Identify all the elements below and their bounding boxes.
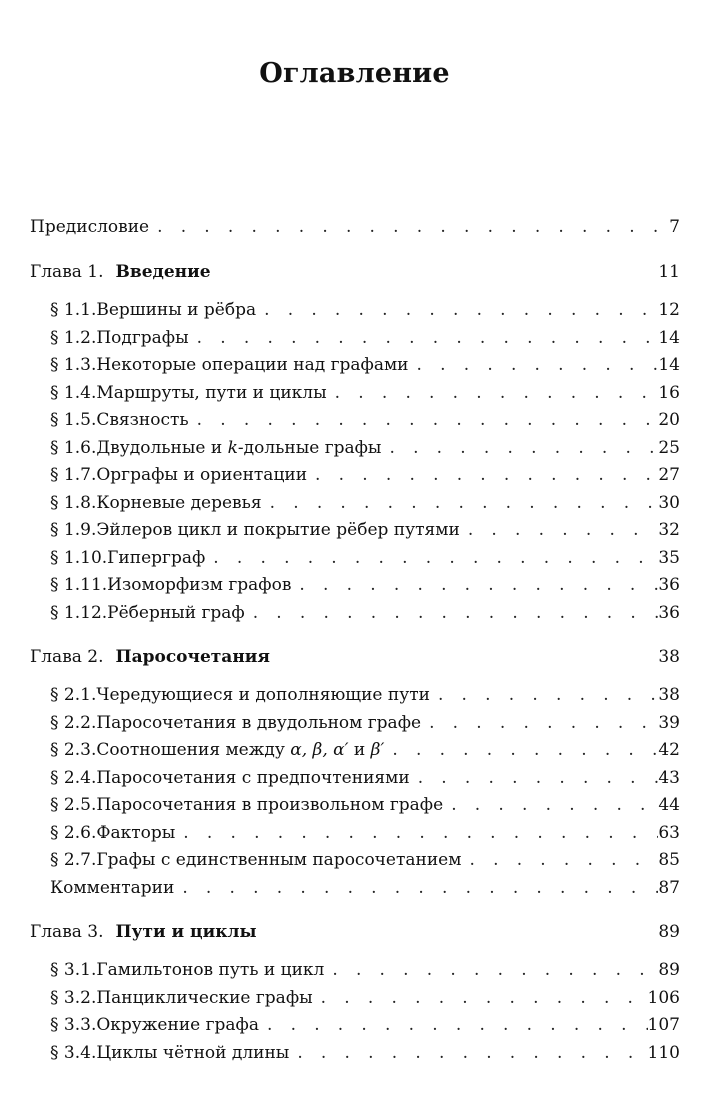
section-title: Вершины и рёбра [96, 300, 257, 320]
toc-page-number: 16 [658, 383, 680, 403]
toc-entry-label: Предисловие [30, 217, 150, 237]
section-number: § 1.3. [50, 355, 97, 375]
section-title: Циклы чётной длины [96, 1043, 290, 1063]
leader-dots [262, 491, 659, 515]
section-number: § 1.4. [50, 383, 97, 403]
toc-page-number: 36 [658, 575, 680, 595]
title-part: Двудольные и [96, 438, 228, 458]
toc-section[interactable] [30, 1013, 680, 1037]
toc-section[interactable] [30, 821, 680, 845]
section-title [96, 738, 384, 762]
section-title: Факторы [96, 823, 176, 843]
toc-page-number: 20 [658, 410, 680, 430]
section-title: Гиперграф [107, 548, 206, 568]
leader-dots [384, 738, 658, 762]
section-number: § 1.6. [50, 438, 97, 458]
section-title: Связность [96, 410, 189, 430]
section-number: § 1.10. [50, 548, 108, 568]
section-title: Подграфы [96, 328, 189, 348]
toc-page-number: 44 [658, 795, 680, 815]
toc-entry-preface[interactable] [30, 215, 680, 239]
leader-dots [421, 711, 658, 735]
toc-chapter-2[interactable] [30, 645, 680, 669]
section-title: Чередующиеся и дополняющие пути [96, 685, 430, 705]
section-title: Корневые деревья [96, 493, 262, 513]
leader-dots [189, 408, 659, 432]
leader-dots [327, 381, 659, 405]
title-part: -дольные графы [237, 438, 382, 458]
section-number: § 2.3. [50, 740, 97, 760]
chapter-title: Пути и циклы [115, 922, 257, 942]
toc-section[interactable] [30, 573, 680, 597]
page-title: Оглавление [259, 58, 450, 89]
toc-entry-comments[interactable] [30, 876, 680, 900]
toc-section[interactable] [30, 793, 680, 817]
section-number: § 1.9. [50, 520, 97, 540]
toc-page-number: 63 [658, 823, 680, 843]
section-title: Орграфы и ориентации [96, 465, 308, 485]
toc-section[interactable] [30, 353, 680, 377]
toc-page-number: 110 [647, 1043, 680, 1063]
toc-section[interactable] [30, 986, 680, 1010]
chapter-title: Введение [115, 262, 211, 282]
toc-page-number: 107 [647, 1015, 680, 1035]
section-number: § 1.12. [50, 603, 108, 623]
toc-page-number: 42 [658, 740, 680, 760]
leader-dots [460, 518, 659, 542]
section-title [96, 436, 381, 460]
leader-dots [307, 463, 658, 487]
leader-dots [259, 1013, 648, 1037]
section-number: § 3.2. [50, 988, 97, 1008]
leader-dots [174, 876, 658, 900]
chapter-title: Паросочетания [115, 647, 270, 667]
leader-dots [313, 986, 648, 1010]
toc-section[interactable] [30, 601, 680, 625]
section-title: Паросочетания в произвольном графе [96, 795, 444, 815]
math-symbols: α, β, α′ [290, 740, 349, 760]
chapter-label: Глава 3. [30, 922, 104, 942]
leader-dots [410, 766, 659, 790]
section-number: § 2.7. [50, 850, 97, 870]
toc-page-number: 87 [658, 878, 680, 898]
section-title: Паросочетания с предпочтениями [96, 768, 410, 788]
leader-dots [245, 601, 659, 625]
toc-page-number: 89 [658, 922, 680, 942]
leader-dots [291, 573, 658, 597]
section-number: § 1.11. [50, 575, 108, 595]
toc-page-number: 38 [658, 647, 680, 667]
toc-section[interactable] [30, 958, 680, 982]
toc-page-number: 106 [647, 988, 680, 1008]
section-number: § 1.5. [50, 410, 97, 430]
section-title: Графы с единственным паросочетанием [96, 850, 462, 870]
toc-section[interactable] [30, 1041, 680, 1065]
toc-section[interactable] [30, 381, 680, 405]
math-symbols: β′ [370, 740, 385, 760]
toc-entry-label: Комментарии [50, 878, 175, 898]
section-number: § 1.1. [50, 300, 97, 320]
toc-page-number: 14 [658, 355, 680, 375]
leader-dots [381, 436, 658, 460]
toc-chapter-3[interactable] [30, 920, 680, 944]
leader-dots [175, 821, 658, 845]
toc-page-number: 25 [658, 438, 680, 458]
toc-page-number: 14 [658, 328, 680, 348]
toc-page-number: 11 [658, 262, 680, 282]
section-number: § 2.1. [50, 685, 97, 705]
leader-dots [324, 958, 658, 982]
toc-section[interactable] [30, 436, 680, 460]
section-number: § 1.7. [50, 465, 97, 485]
leader-dots [149, 215, 669, 239]
toc-section[interactable] [30, 738, 680, 762]
title-part: и [348, 740, 371, 760]
toc-section[interactable] [30, 298, 680, 322]
toc-page-number: 38 [658, 685, 680, 705]
math-k: k [227, 438, 238, 458]
section-number: § 2.5. [50, 795, 97, 815]
toc-page-number: 43 [658, 768, 680, 788]
section-title: Эйлеров цикл и покрытие рёбер путями [96, 520, 460, 540]
section-number: § 3.1. [50, 960, 97, 980]
toc-page-number: 35 [658, 548, 680, 568]
leader-dots [430, 683, 658, 707]
section-title: Маршруты, пути и циклы [96, 383, 327, 403]
leader-dots [289, 1041, 647, 1065]
section-number: § 1.2. [50, 328, 97, 348]
chapter-label: Глава 2. [30, 647, 104, 667]
chapter-label: Глава 1. [30, 262, 104, 282]
toc-page-number: 85 [658, 850, 680, 870]
section-number: § 3.4. [50, 1043, 97, 1063]
toc-section[interactable] [30, 848, 680, 872]
section-title: Некоторые операции над графами [96, 355, 409, 375]
toc-section[interactable] [30, 683, 680, 707]
leader-dots [443, 793, 658, 817]
toc-section[interactable] [30, 326, 680, 350]
toc-section[interactable] [30, 766, 680, 790]
toc-page-number: 27 [658, 465, 680, 485]
leader-dots [461, 848, 658, 872]
leader-dots [409, 353, 659, 377]
section-number: § 3.3. [50, 1015, 97, 1035]
toc-chapter-1[interactable] [30, 260, 680, 284]
section-title: Паросочетания в двудольном графе [96, 713, 422, 733]
section-number: § 2.4. [50, 768, 97, 788]
toc-page-number: 89 [658, 960, 680, 980]
toc-page-number: 12 [658, 300, 680, 320]
toc-section[interactable] [30, 463, 680, 487]
section-number: § 1.8. [50, 493, 97, 513]
toc-section[interactable] [30, 518, 680, 542]
leader-dots [256, 298, 658, 322]
section-title: Окружение графа [96, 1015, 259, 1035]
leader-dots [189, 326, 659, 350]
section-title: Панциклические графы [96, 988, 313, 1008]
toc-page-number: 36 [658, 603, 680, 623]
title-part: Соотношения между [96, 740, 291, 760]
toc-section[interactable] [30, 711, 680, 735]
toc-page-number: 7 [669, 217, 680, 237]
toc-section[interactable] [30, 546, 680, 570]
section-title: Рёберный граф [107, 603, 245, 623]
leader-dots [205, 546, 658, 570]
toc-section[interactable] [30, 408, 680, 432]
section-number: § 2.2. [50, 713, 97, 733]
section-title: Гамильтонов путь и цикл [96, 960, 325, 980]
toc-page-number: 32 [658, 520, 680, 540]
section-title: Изоморфизм графов [107, 575, 292, 595]
toc-page-number: 30 [658, 493, 680, 513]
toc-section[interactable] [30, 491, 680, 515]
section-number: § 2.6. [50, 823, 97, 843]
toc-page-number: 39 [658, 713, 680, 733]
